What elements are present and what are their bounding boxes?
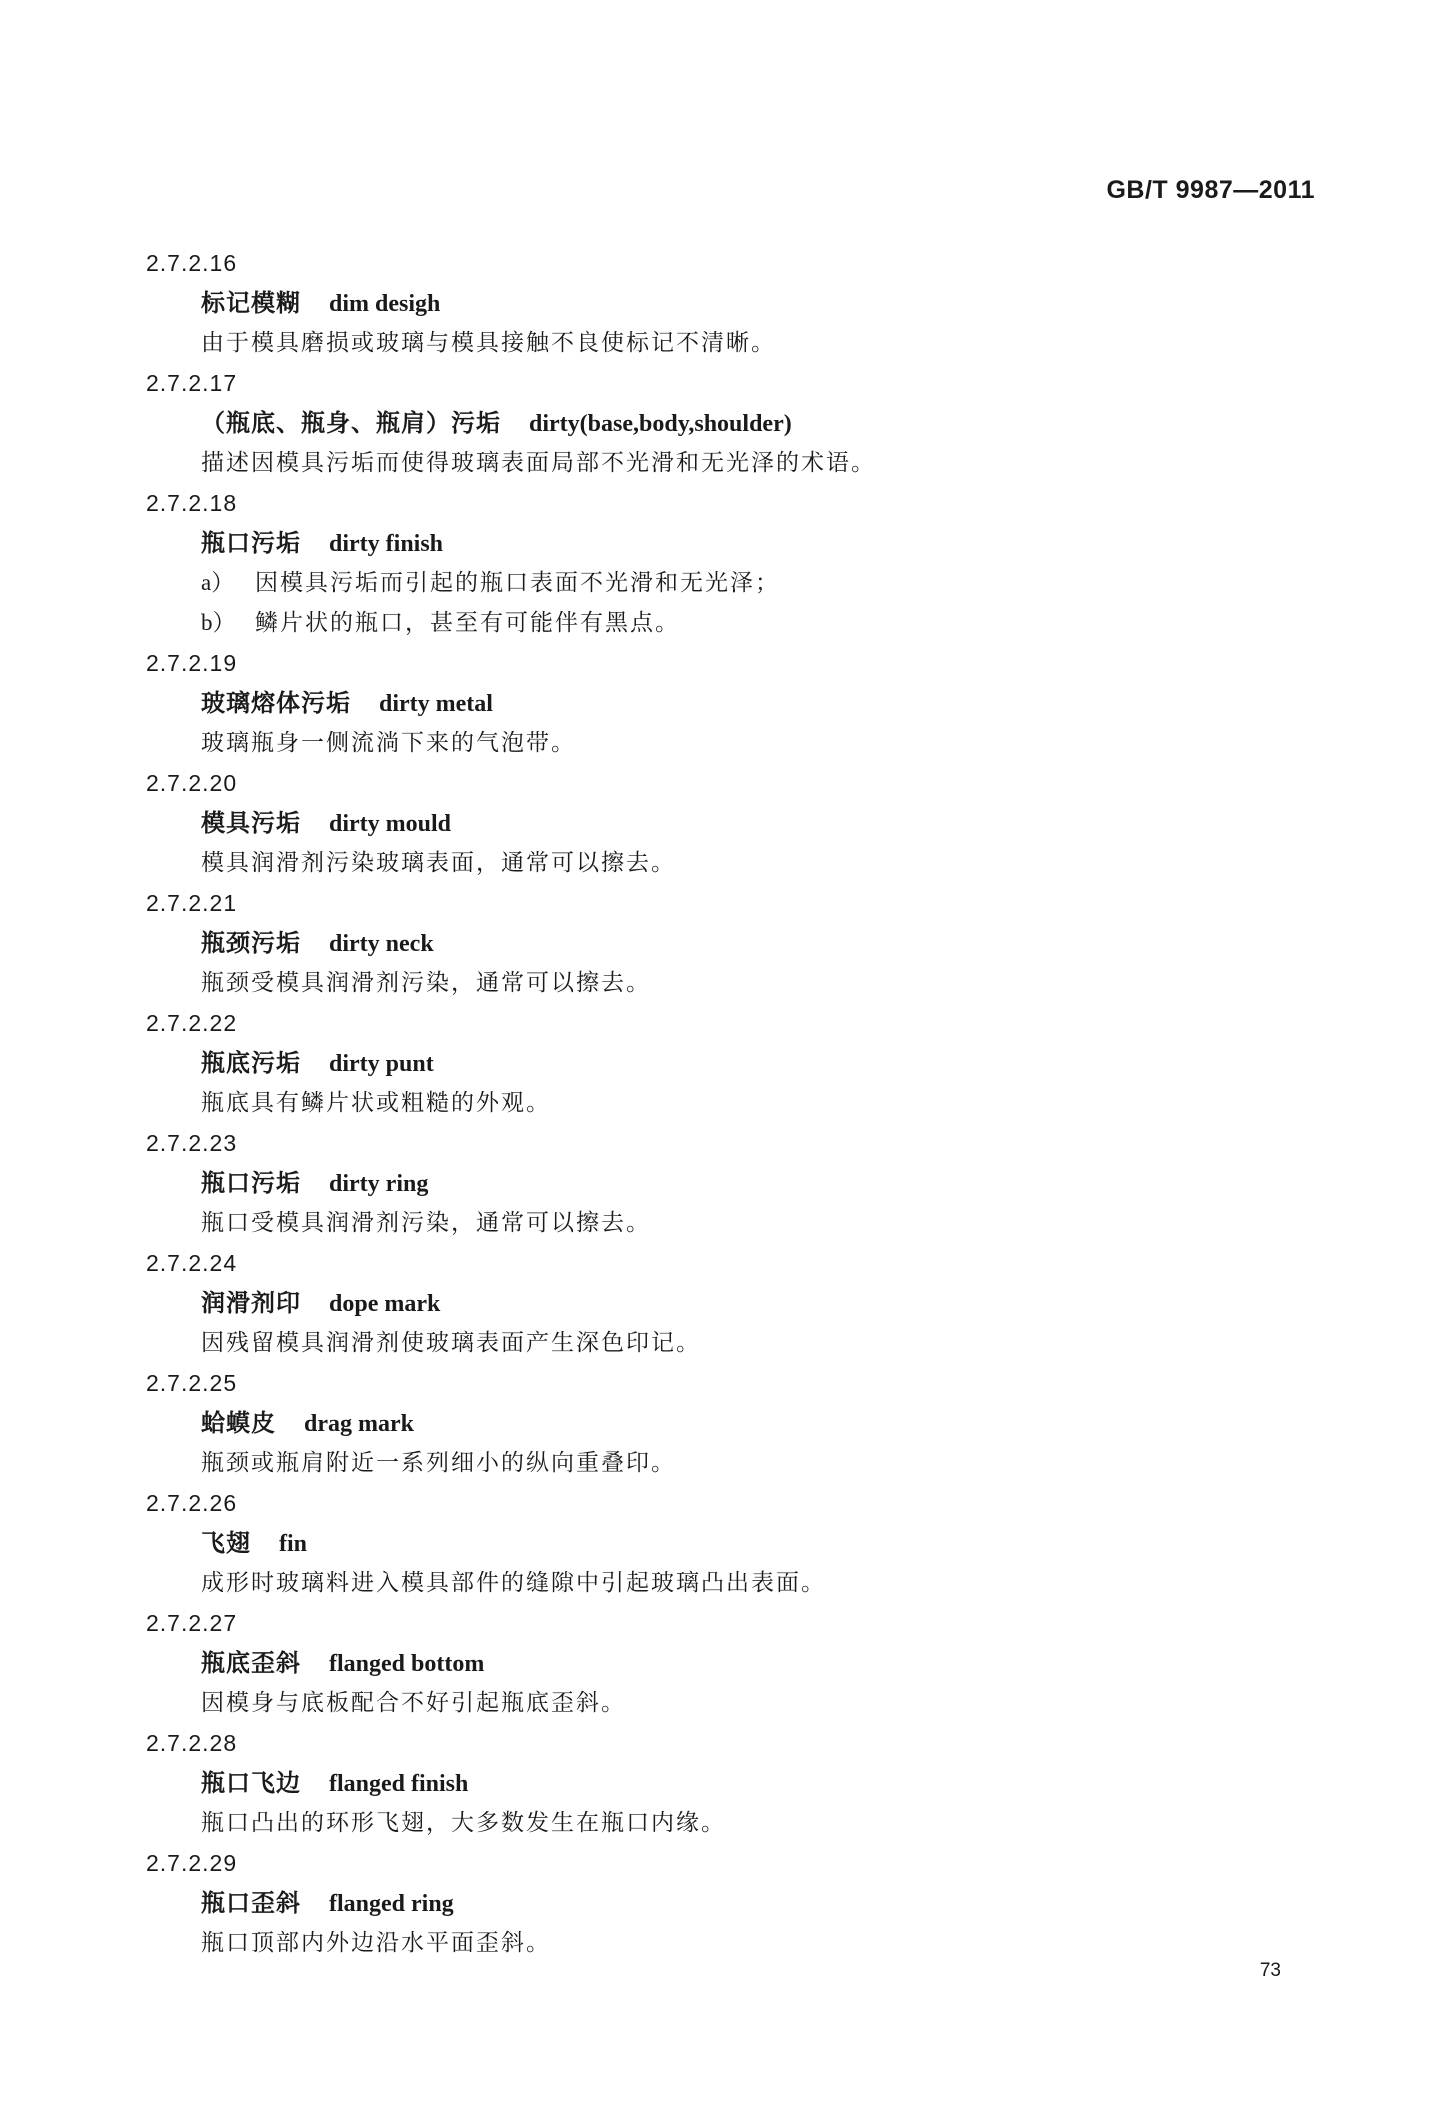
list-item-text: 因模具污垢而引起的瓶口表面不光滑和无光泽； [255, 570, 780, 596]
term-entry [146, 1723, 1296, 1843]
term-zh: 模具污垢 [201, 809, 301, 837]
term-zh: 飞翅 [201, 1529, 251, 1557]
clause-number: 2.7.2.17 [146, 370, 238, 396]
term-heading [146, 1403, 1296, 1443]
term-heading [146, 803, 1296, 843]
term-heading [146, 523, 1296, 563]
term-definition: 由于模具磨损或玻璃与模具接触不良使标记不清晰。 [201, 330, 776, 356]
page-number: 73 [1259, 1960, 1281, 1981]
definition-list-item [146, 563, 1296, 603]
term-definition: 因模身与底板配合不好引起瓶底歪斜。 [201, 1690, 626, 1716]
term-heading [146, 1043, 1296, 1083]
term-entry [146, 763, 1296, 883]
term-definition: 瓶颈或瓶肩附近一系列细小的纵向重叠印。 [201, 1450, 676, 1476]
term-definition: 玻璃瓶身一侧流淌下来的气泡带。 [201, 730, 576, 756]
term-entry [146, 1003, 1296, 1123]
term-heading [146, 683, 1296, 723]
term-heading [146, 1283, 1296, 1323]
term-zh: 标记模糊 [201, 289, 301, 317]
term-heading [146, 1643, 1296, 1683]
term-zh: 瓶颈污垢 [201, 929, 301, 957]
clause-number: 2.7.2.22 [146, 1010, 238, 1036]
term-entry [146, 1123, 1296, 1243]
term-zh: 瓶底歪斜 [201, 1649, 301, 1677]
clause-number: 2.7.2.27 [146, 1610, 238, 1636]
clause-number: 2.7.2.29 [146, 1850, 238, 1876]
term-entry [146, 1363, 1296, 1483]
term-heading [146, 1883, 1296, 1923]
term-definition: 因残留模具润滑剂使玻璃表面产生深色印记。 [201, 1330, 701, 1356]
term-heading [146, 1523, 1296, 1563]
term-zh: 蛤蟆皮 [201, 1409, 276, 1437]
term-definition: 瓶口顶部内外边沿水平面歪斜。 [201, 1930, 551, 1956]
term-entry [146, 243, 1296, 363]
term-entry [146, 363, 1296, 483]
clause-number: 2.7.2.20 [146, 770, 238, 796]
clause-number: 2.7.2.26 [146, 1490, 238, 1516]
term-zh: 润滑剂印 [201, 1289, 301, 1317]
term-entry [146, 483, 1296, 643]
term-zh: 瓶口歪斜 [201, 1889, 301, 1917]
list-item-label: b） [201, 610, 236, 635]
term-en: fin [279, 1531, 308, 1557]
term-definition: 瓶口凸出的环形飞翅，大多数发生在瓶口内缘。 [201, 1810, 726, 1836]
term-entry [146, 1843, 1296, 1963]
clause-number: 2.7.2.23 [146, 1130, 238, 1156]
clause-number: 2.7.2.28 [146, 1730, 238, 1756]
term-en: flanged bottom [329, 1651, 485, 1677]
term-en: drag mark [304, 1411, 414, 1437]
term-entry [146, 1243, 1296, 1363]
term-definition: 成形时玻璃料进入模具部件的缝隙中引起玻璃凸出表面。 [201, 1570, 826, 1596]
term-definition: 瓶颈受模具润滑剂污染，通常可以擦去。 [201, 970, 651, 996]
list-item-text: 鳞片状的瓶口，甚至有可能伴有黑点。 [255, 610, 680, 636]
term-zh: 玻璃熔体污垢 [201, 689, 351, 717]
term-en: dirty neck [329, 931, 434, 957]
clause-number: 2.7.2.24 [146, 1250, 238, 1276]
clause-number: 2.7.2.18 [146, 490, 238, 516]
term-zh: 瓶口污垢 [201, 529, 301, 557]
term-en: dirty mould [329, 811, 452, 837]
term-heading [146, 1163, 1296, 1203]
term-zh: 瓶口污垢 [201, 1169, 301, 1197]
term-zh: 瓶底污垢 [201, 1049, 301, 1077]
term-en: dirty ring [329, 1171, 429, 1197]
clause-number: 2.7.2.16 [146, 250, 238, 276]
clause-number: 2.7.2.25 [146, 1370, 238, 1396]
term-entry [146, 1603, 1296, 1723]
term-en: dim desigh [329, 291, 441, 317]
term-entry [146, 1483, 1296, 1603]
term-en: dirty finish [329, 531, 444, 557]
term-entry [146, 883, 1296, 1003]
definition-list-item [146, 603, 1296, 643]
term-zh: 瓶口飞边 [201, 1769, 301, 1797]
clause-number: 2.7.2.21 [146, 890, 238, 916]
term-en: dirty(base,body,shoulder) [529, 411, 792, 437]
term-heading [146, 403, 1296, 443]
term-en: dope mark [329, 1291, 441, 1317]
list-item-label: a） [201, 570, 235, 595]
term-heading [146, 283, 1296, 323]
term-definition: 模具润滑剂污染玻璃表面，通常可以擦去。 [201, 850, 676, 876]
term-heading [146, 1763, 1296, 1803]
term-definition: 瓶底具有鳞片状或粗糙的外观。 [201, 1090, 551, 1116]
term-heading [146, 923, 1296, 963]
term-definition: 瓶口受模具润滑剂污染，通常可以擦去。 [201, 1210, 651, 1236]
term-en: flanged ring [329, 1891, 454, 1917]
term-en: flanged finish [329, 1771, 469, 1797]
term-list [146, 243, 1296, 1963]
term-definition: 描述因模具污垢而使得玻璃表面局部不光滑和无光泽的术语。 [201, 450, 876, 476]
term-entry [146, 643, 1296, 763]
clause-number: 2.7.2.19 [146, 650, 238, 676]
standard-code: GB/T 9987—2011 [1106, 176, 1315, 204]
term-en: dirty metal [379, 691, 493, 717]
term-en: dirty punt [329, 1051, 434, 1077]
term-zh: （瓶底、瓶身、瓶肩）污垢 [201, 409, 501, 437]
